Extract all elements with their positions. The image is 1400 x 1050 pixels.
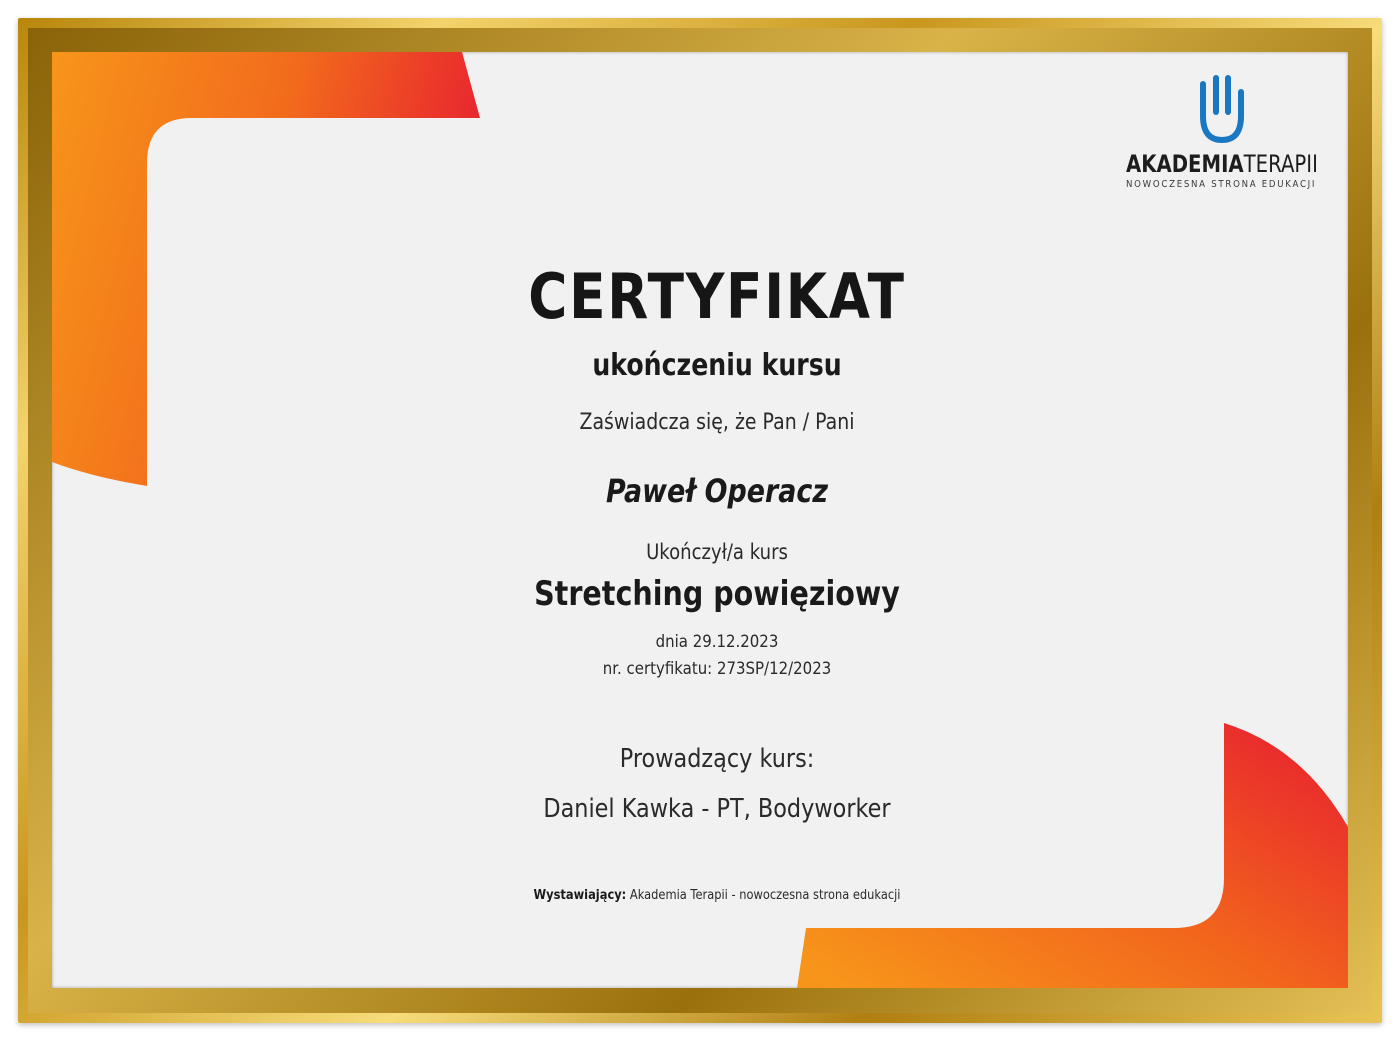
certificate-number: nr. certyfikatu: 273SP/12/2023 [602,659,832,679]
course-lead-name: Daniel Kawka - PT, Bodyworker [543,794,891,824]
person-name: Paweł Operacz [606,472,828,510]
attest-text: Zaświadcza się, że Pan / Pani [579,410,855,435]
course-lead-label: Prowadzący kurs: [619,744,815,774]
issuer-label: Wystawiający: [533,888,627,903]
issuer-value: Akademia Terapii - nowoczesna strona edukacji [629,888,901,903]
logo-word-bold: AKADEMIA [1126,150,1244,178]
logo-tagline: NOWOCZESNA STRONA EDUKACJI [1126,179,1317,190]
logo-wordmark [1126,150,1318,178]
completed-text: Ukończył/a kurs [646,540,788,564]
certificate-subtitle: ukończeniu kursu [592,348,842,383]
certificate-paper [52,52,1348,988]
certificate-content [52,52,1348,988]
completion-date: dnia 29.12.2023 [655,632,779,652]
akademia-terapii-logo [1116,72,1326,202]
certificate-title: CERTYFIKAT [528,260,906,333]
course-name: Stretching powięziowy [534,574,900,614]
logo-word-light: TERAPII [1243,150,1318,178]
hand-icon [1194,72,1250,146]
issuer-line [308,888,1126,903]
